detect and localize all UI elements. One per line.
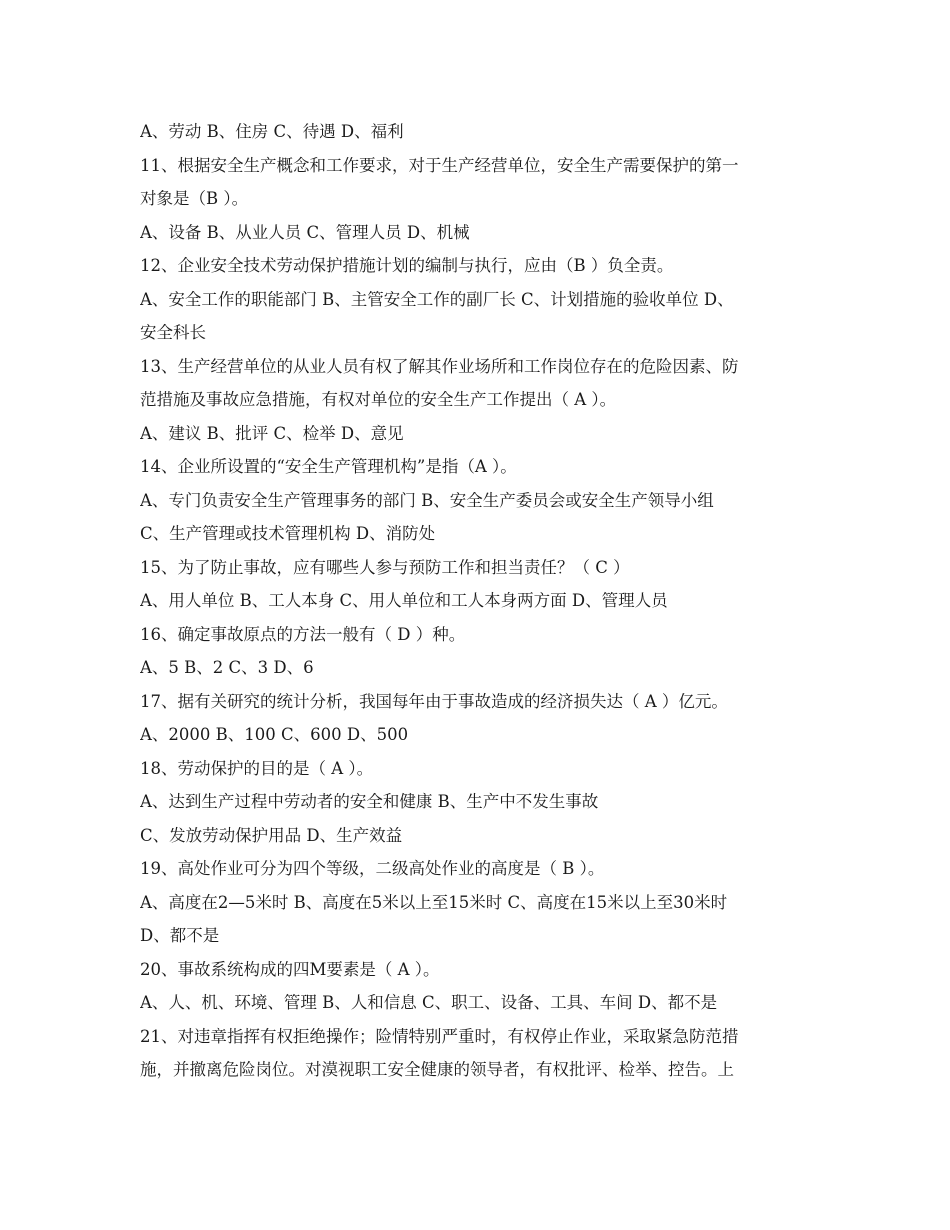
question-14-stem: 14、企业所设置的“安全生产管理机构”是指（A ）。 <box>140 457 517 476</box>
question-19-options: A、高度在2—5米时 B、高度在5米以上至15米时 C、高度在15米以上至30米时 <box>140 892 728 912</box>
question-18-stem: 18、劳动保护的目的是（ A ）。 <box>140 758 374 778</box>
question-21-stem-cont: 施，并撤离危险岗位。对漠视职工安全健康的领导者，有权批评、检举、控告。上 <box>140 1060 734 1079</box>
document-body <box>140 115 820 1087</box>
question-17-options: A、2000 B、100 C、600 D、500 <box>140 725 409 744</box>
question-11-stem-cont: 对象是（B ）。 <box>140 189 249 208</box>
question-14-options: A、专门负责安全生产管理事务的部门 B、安全生产委员会或安全生产领导小组 <box>140 490 714 510</box>
question-16-options: A、5 B、2 C、3 D、6 <box>140 658 314 677</box>
question-11-options: A、设备 B、从业人员 C、管理人员 D、机械 <box>140 222 470 242</box>
question-13-stem: 13、生产经营单位的从业人员有权了解其作业场所和工作岗位存在的危险因素、防 <box>140 356 739 376</box>
question-20-options: A、人、机、环境、管理 B、人和信息 C、职工、设备、工具、车间 D、都不是 <box>140 993 718 1012</box>
question-20-stem: 20、事故系统构成的四M要素是（ A ）。 <box>140 959 440 979</box>
question-14-options-cont: C、生产管理或技术管理机构 D、消防处 <box>140 524 436 543</box>
question-21-stem: 21、对违章指挥有权拒绝操作；险情特别严重时，有权停止作业，采取紧急防范措 <box>140 1026 739 1046</box>
question-15-options: A、用人单位 B、工人本身 C、用人单位和工人本身两方面 D、管理人员 <box>140 591 668 610</box>
question-12-options: A、安全工作的职能部门 B、主管安全工作的副厂长 C、计划措施的验收单位 D、 <box>140 289 734 309</box>
question-12-stem: 12、企业安全技术劳动保护措施计划的编制与执行，应由（B ）负全责。 <box>140 256 674 275</box>
question-13-stem-cont: 范措施及事故应急措施，有权对单位的安全生产工作提出（ A ）。 <box>140 390 617 409</box>
question-11-stem: 11、根据安全生产概念和工作要求，对于生产经营单位，安全生产需要保护的第一 <box>140 155 739 175</box>
question-15-stem: 15、为了防止事故，应有哪些人参与预防工作和担当责任？（ C ） <box>140 557 630 577</box>
question-19-stem: 19、高处作业可分为四个等级，二级高处作业的高度是（ B ）。 <box>140 859 605 878</box>
question-16-stem: 16、确定事故原点的方法一般有（ D ）种。 <box>140 624 466 644</box>
question-18-options: A、达到生产过程中劳动者的安全和健康 B、生产中不发生事故 <box>140 792 599 811</box>
question-17-stem: 17、据有关研究的统计分析，我国每年由于事故造成的经济损失达（ A ）亿元。 <box>140 691 728 711</box>
question-19-options-cont: D、都不是 <box>140 926 220 945</box>
text-line: A、劳动 B、住房 C、待遇 D、福利 <box>140 122 404 141</box>
question-13-options: A、建议 B、批评 C、检举 D、意见 <box>140 423 404 443</box>
question-12-options-cont: 安全科长 <box>140 323 206 342</box>
question-18-options-cont: C、发放劳动保护用品 D、生产效益 <box>140 825 403 845</box>
